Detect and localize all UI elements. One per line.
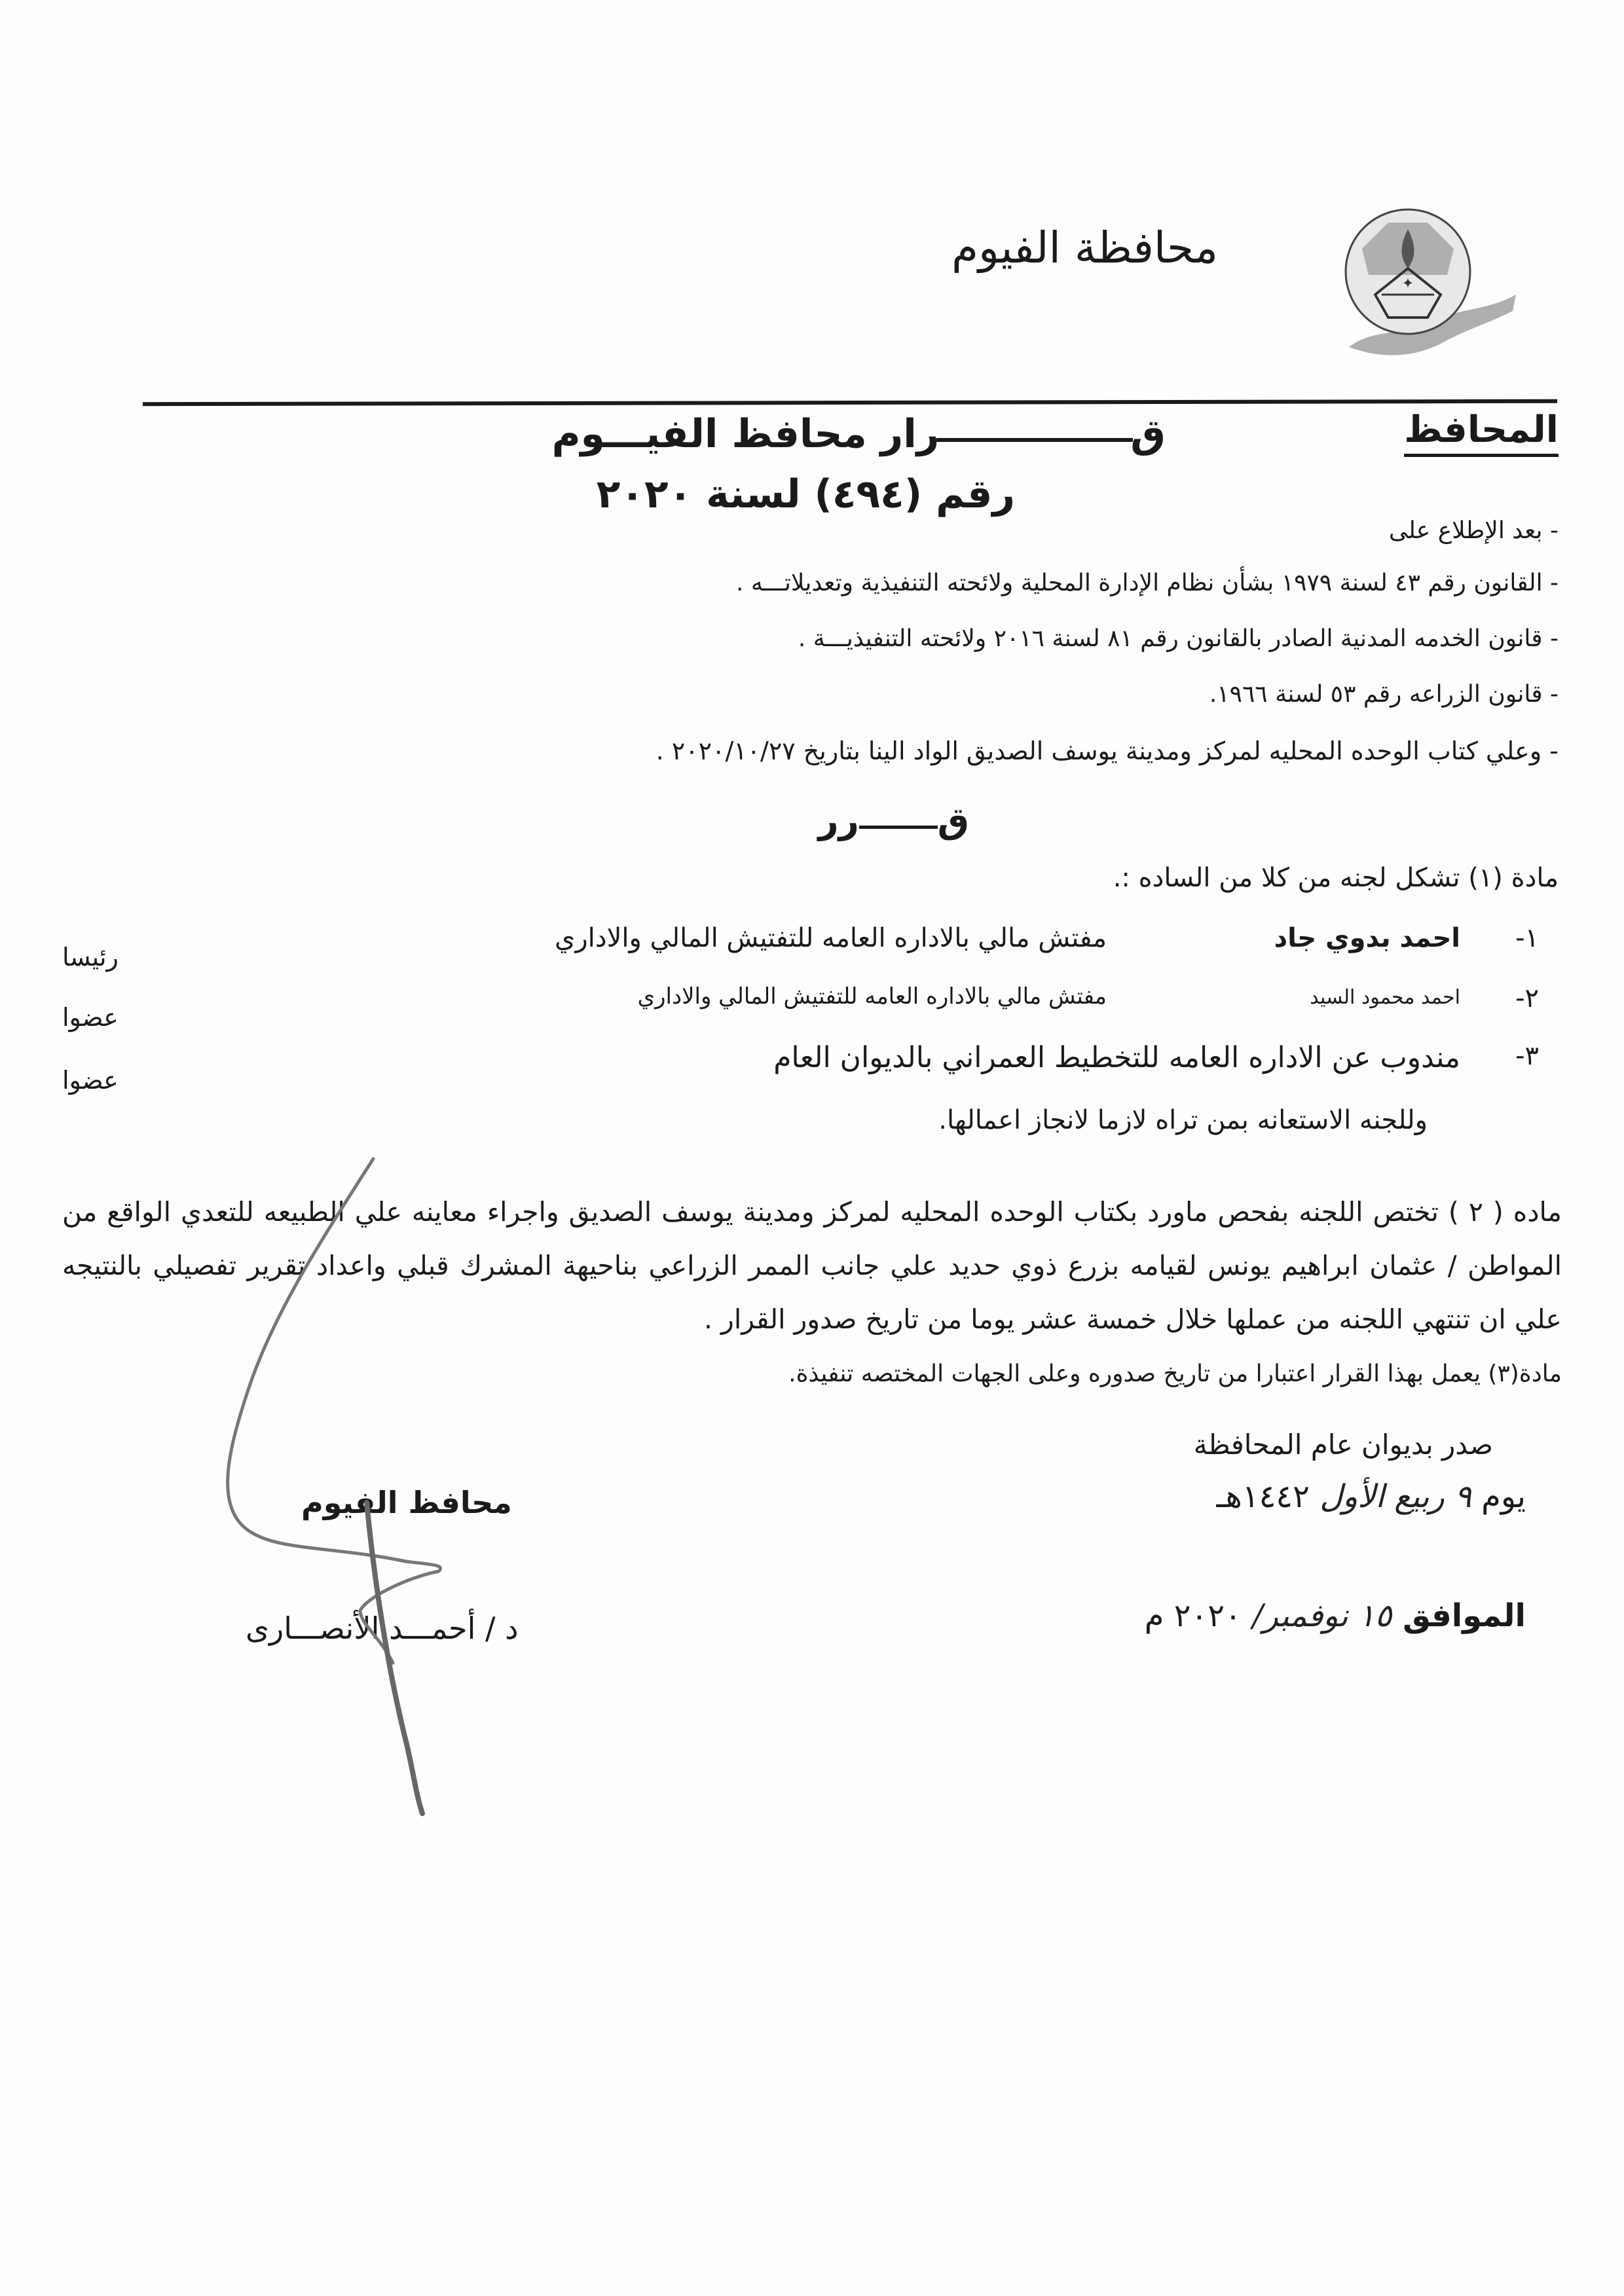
decree-number: رقم (٤٩٤) لسنة ٢٠٢٠	[596, 471, 1015, 517]
svg-text:✦: ✦	[1401, 276, 1414, 292]
preamble-intro: - بعد الإطلاع على	[1388, 517, 1559, 544]
article-3-text: مادة(٣) يعمل بهذا القرار اعتبارا من تاريخ صدوره وعلى الجهات المختصه تنفيذة.	[788, 1360, 1562, 1387]
member-role: مفتش مالي بالاداره العامه للتفتيش المالي والاداري	[555, 923, 1107, 953]
handwritten-signature-icon	[196, 1152, 458, 1820]
office-label	[1404, 409, 1559, 451]
signatory-name: د / أحمـــد الأنصـــارى	[246, 1611, 519, 1646]
greg-prefix: الموافق	[1403, 1597, 1526, 1634]
office-label-text: المحافظ	[1404, 409, 1559, 457]
hijri-handwritten: ٩ ربيع الأول	[1320, 1478, 1471, 1515]
member-name: احمد محمود السيد	[1310, 986, 1460, 1009]
article-1-text: مادة (١) تشكل لجنه من كلا من الساده :.	[1113, 863, 1559, 893]
header-divider	[143, 399, 1557, 407]
preamble-item: - القانون رقم ٤٣ لسنة ١٩٧٩ بشأن نظام الإدارة المحلية ولائحته التنفيذية وتعديلاتـــه .	[736, 570, 1559, 596]
decree-title	[552, 411, 1166, 457]
hijri-date	[1216, 1478, 1526, 1515]
member-position: رئيسا	[62, 943, 119, 972]
gregorian-date	[1145, 1597, 1526, 1634]
member-role: مندوب عن الاداره العامه للتخطيط العمراني بالديوان العام	[773, 1041, 1460, 1074]
member-number: ٣-	[1515, 1041, 1539, 1071]
article-2-text: ماده ( ٢ ) تختص اللجنه بفحص ماورد بكتاب الوحده المحليه لمركز ومدينة يوسف الصديق واجراء معاينه علي الطبيعه للتعدي الواقع من المواطن / عثمان ابراهيم يونس لقيامه بزرع ذوي حديد علي جانب الممر الزراعي بناحيهة المشرك قبلي واعداد تقرير تفصيلي بالنتيجه علي ان تنتهي اللجنه من عملها خلال خمسة عشر يوما من تاريخ صدور القرار .	[62, 1196, 1562, 1335]
governorate-header: محافظة الفيوم	[951, 223, 1218, 273]
signatory-title: محافظ الفيوم	[301, 1485, 512, 1520]
issued-at: صدر بديوان عام المحافظة	[1193, 1429, 1493, 1461]
decision-heading-rest: رر	[818, 800, 859, 841]
member-number: ٢-	[1515, 983, 1539, 1013]
kashida-stretch	[859, 826, 938, 829]
member-position: عضوا	[62, 1003, 119, 1032]
member-number: ١-	[1515, 923, 1539, 953]
governorate-emblem-icon	[1323, 196, 1519, 367]
decree-title-rest: رار محافظ الفيـــوم	[551, 411, 940, 457]
member-role: مفتش مالي بالاداره العامه للتفتيش المالي والاداري	[637, 983, 1107, 1010]
hijri-prefix: يوم	[1481, 1478, 1526, 1515]
decision-heading-prefix: ق	[937, 800, 969, 841]
preamble-item: - قانون الزراعه رقم ٥٣ لسنة ١٩٦٦.	[1209, 681, 1559, 708]
preamble-item: - وعلي كتاب الوحده المحليه لمركز ومدينة يوسف الصديق الواد الينا بتاريخ ٢٠٢٠/١٠/٢٧ .	[655, 737, 1559, 765]
greg-handwritten: ١٥ نوفمبر/	[1252, 1597, 1392, 1634]
member-name: احمد بدوي جاد	[1274, 923, 1460, 953]
decision-heading	[819, 800, 969, 841]
kashida-stretch	[936, 438, 1133, 442]
hijri-year: ١٤٤٢هـ	[1216, 1478, 1310, 1515]
committee-assist-note: وللجنه الاستعانه بمن تراه لازما لانجاز اعمالها.	[938, 1105, 1428, 1135]
member-position: عضوا	[62, 1066, 119, 1095]
preamble-item: - قانون الخدمه المدنية الصادر بالقانون رقم ٨١ لسنة ٢٠١٦ ولائحته التنفيذيـــة .	[798, 625, 1559, 652]
greg-year: ٢٠٢٠ م	[1144, 1597, 1242, 1634]
decree-title-prefix: ق	[1130, 411, 1166, 457]
